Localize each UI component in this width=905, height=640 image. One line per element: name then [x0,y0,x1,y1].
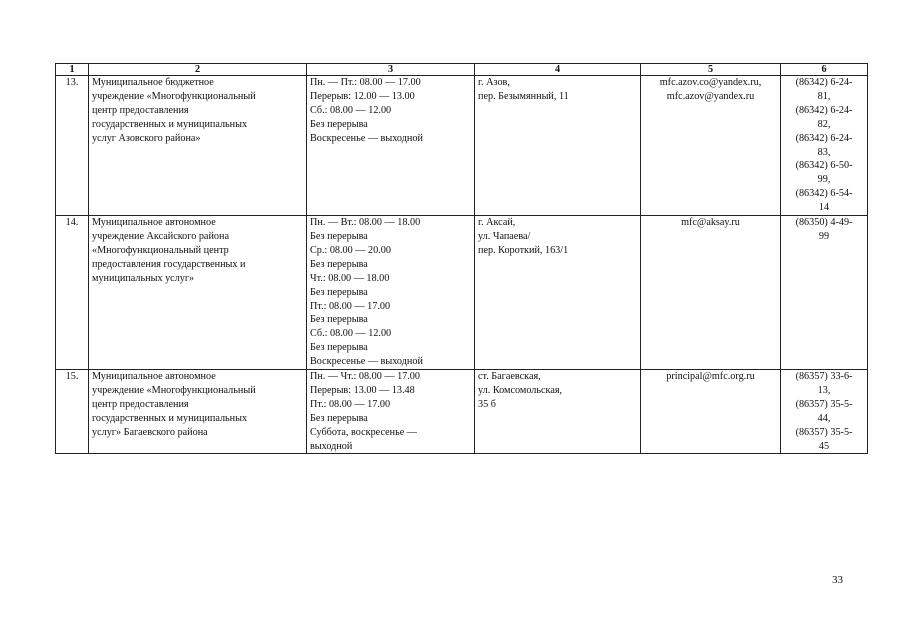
address-line: 35 б [478,398,496,410]
schedule-line: Без перерыва [310,286,368,298]
phone-line: (86342) 6-24- [795,77,853,88]
organization-name-line: Муниципальное автономное [92,217,216,229]
organization-name-line: учреждение Аксайского района [92,230,229,242]
email-cell [641,76,781,216]
organization-name-cell [89,370,307,454]
row-number-cell: 13. [56,76,89,216]
schedule-line: Пн. — Пт.: 08.00 — 17.00 [310,77,421,88]
table-header-row [56,64,868,76]
address-line: ул. Комсомольская, [478,384,563,396]
organization-name-line: государственных и муниципальных [92,412,248,424]
email-line: mfc.azov.co@yandex.ru, [659,77,762,88]
organization-name-line: услуг Азовского района» [92,132,201,144]
phone-cell [781,370,868,454]
schedule-line: Без перерыва [310,230,368,242]
organization-name-line: предоставления государственных и [92,258,246,270]
phone-line: (86342) 6-24- [795,104,853,116]
column-header: 3 [307,64,475,76]
email-cell [641,370,781,454]
column-header: 1 [56,64,89,76]
organization-name-cell [89,76,307,216]
organization-name-line: «Многофункциональный центр [92,244,229,256]
phone-line: (86357) 35-5- [795,398,853,410]
schedule-line: Чт.: 08.00 — 18.00 [310,272,390,284]
email-line: mfc@aksay.ru [681,217,740,229]
table-row [56,76,868,216]
schedule-line: Пн. — Вт.: 08.00 — 18.00 [310,217,421,229]
schedule-line: Сб.: 08.00 — 12.00 [310,104,392,116]
phone-line: (86350) 4-49- [795,217,853,229]
page-number: 33 [832,574,843,586]
column-header: 4 [475,64,641,76]
address-cell [475,76,641,216]
address-line: пер. Короткий, 163/1 [478,244,569,256]
schedule-line: Без перерыва [310,342,368,354]
schedule-line: Пт.: 08.00 — 17.00 [310,300,391,312]
schedule-line: Без перерыва [310,314,368,326]
schedule-line: Суббота, воскресенье — [310,426,417,438]
schedule-line: Воскресенье — выходной [310,356,423,368]
mfc-table [55,63,868,454]
email-line: mfc.azov@yandex.ru [666,90,755,102]
schedule-line: Пн. — Чт.: 08.00 — 17.00 [310,371,420,383]
schedule-line: Без перерыва [310,412,368,424]
schedule-line: Перерыв: 13.00 — 13.48 [310,384,415,396]
phone-line: (86342) 6-54- [795,188,853,200]
organization-name-line: Муниципальное бюджетное [92,77,214,88]
address-cell [475,370,641,454]
email-line: principal@mfc.org.ru [666,371,755,383]
phone-line: (86342) 6-50- [795,160,853,172]
schedule-line: Перерыв: 12.00 — 13.00 [310,90,415,102]
address-line: г. Азов, [478,77,510,88]
schedule-line: Сб.: 08.00 — 12.00 [310,328,392,340]
schedule-cell [307,76,475,216]
phone-cell [781,216,868,370]
phone-line: 81, [817,90,831,102]
address-line: г. Аксай, [478,217,516,229]
phone-line: 99 [818,230,830,242]
organization-name-line: учреждение «Многофункциональный [92,90,256,102]
address-line: ст. Багаевская, [478,371,541,383]
phone-line: 14 [818,202,830,214]
column-header: 2 [89,64,307,76]
address-line: пер. Безымянный, 11 [478,90,569,102]
phone-line: 44, [817,412,831,424]
phone-line: (86342) 6-24- [795,132,853,144]
schedule-line: выходной [310,440,353,452]
phone-line: 99, [817,174,831,186]
organization-name-line: услуг» Багаевского района [92,426,208,438]
organization-name-line: муниципальных услуг» [92,272,195,284]
row-number-cell: 14. [56,216,89,370]
table-row [56,216,868,370]
organization-name-line: Муниципальное автономное [92,371,216,383]
phone-line: 13, [817,384,831,396]
phone-cell [781,76,868,216]
phone-line: (86357) 33-6- [795,371,853,383]
organization-name-cell [89,216,307,370]
phone-line: 45 [818,440,830,452]
phone-line: 83, [817,146,831,158]
schedule-cell [307,370,475,454]
table-row [56,370,868,454]
column-header: 5 [641,64,781,76]
organization-name-line: центр предоставления [92,104,189,116]
column-header: 6 [781,64,868,76]
schedule-line: Пт.: 08.00 — 17.00 [310,398,391,410]
schedule-line: Ср.: 08.00 — 20.00 [310,244,391,256]
schedule-line: Без перерыва [310,118,368,130]
schedule-cell [307,216,475,370]
phone-line: (86357) 35-5- [795,426,853,438]
organization-name-line: учреждение «Многофункциональный [92,384,256,396]
schedule-line: Без перерыва [310,258,368,270]
organization-name-line: центр предоставления [92,398,189,410]
phone-line: 82, [817,118,831,130]
organization-name-line: государственных и муниципальных [92,118,248,130]
schedule-line: Воскресенье — выходной [310,132,423,144]
address-line: ул. Чапаева/ [478,230,531,242]
email-cell [641,216,781,370]
address-cell [475,216,641,370]
row-number-cell: 15. [56,370,89,454]
